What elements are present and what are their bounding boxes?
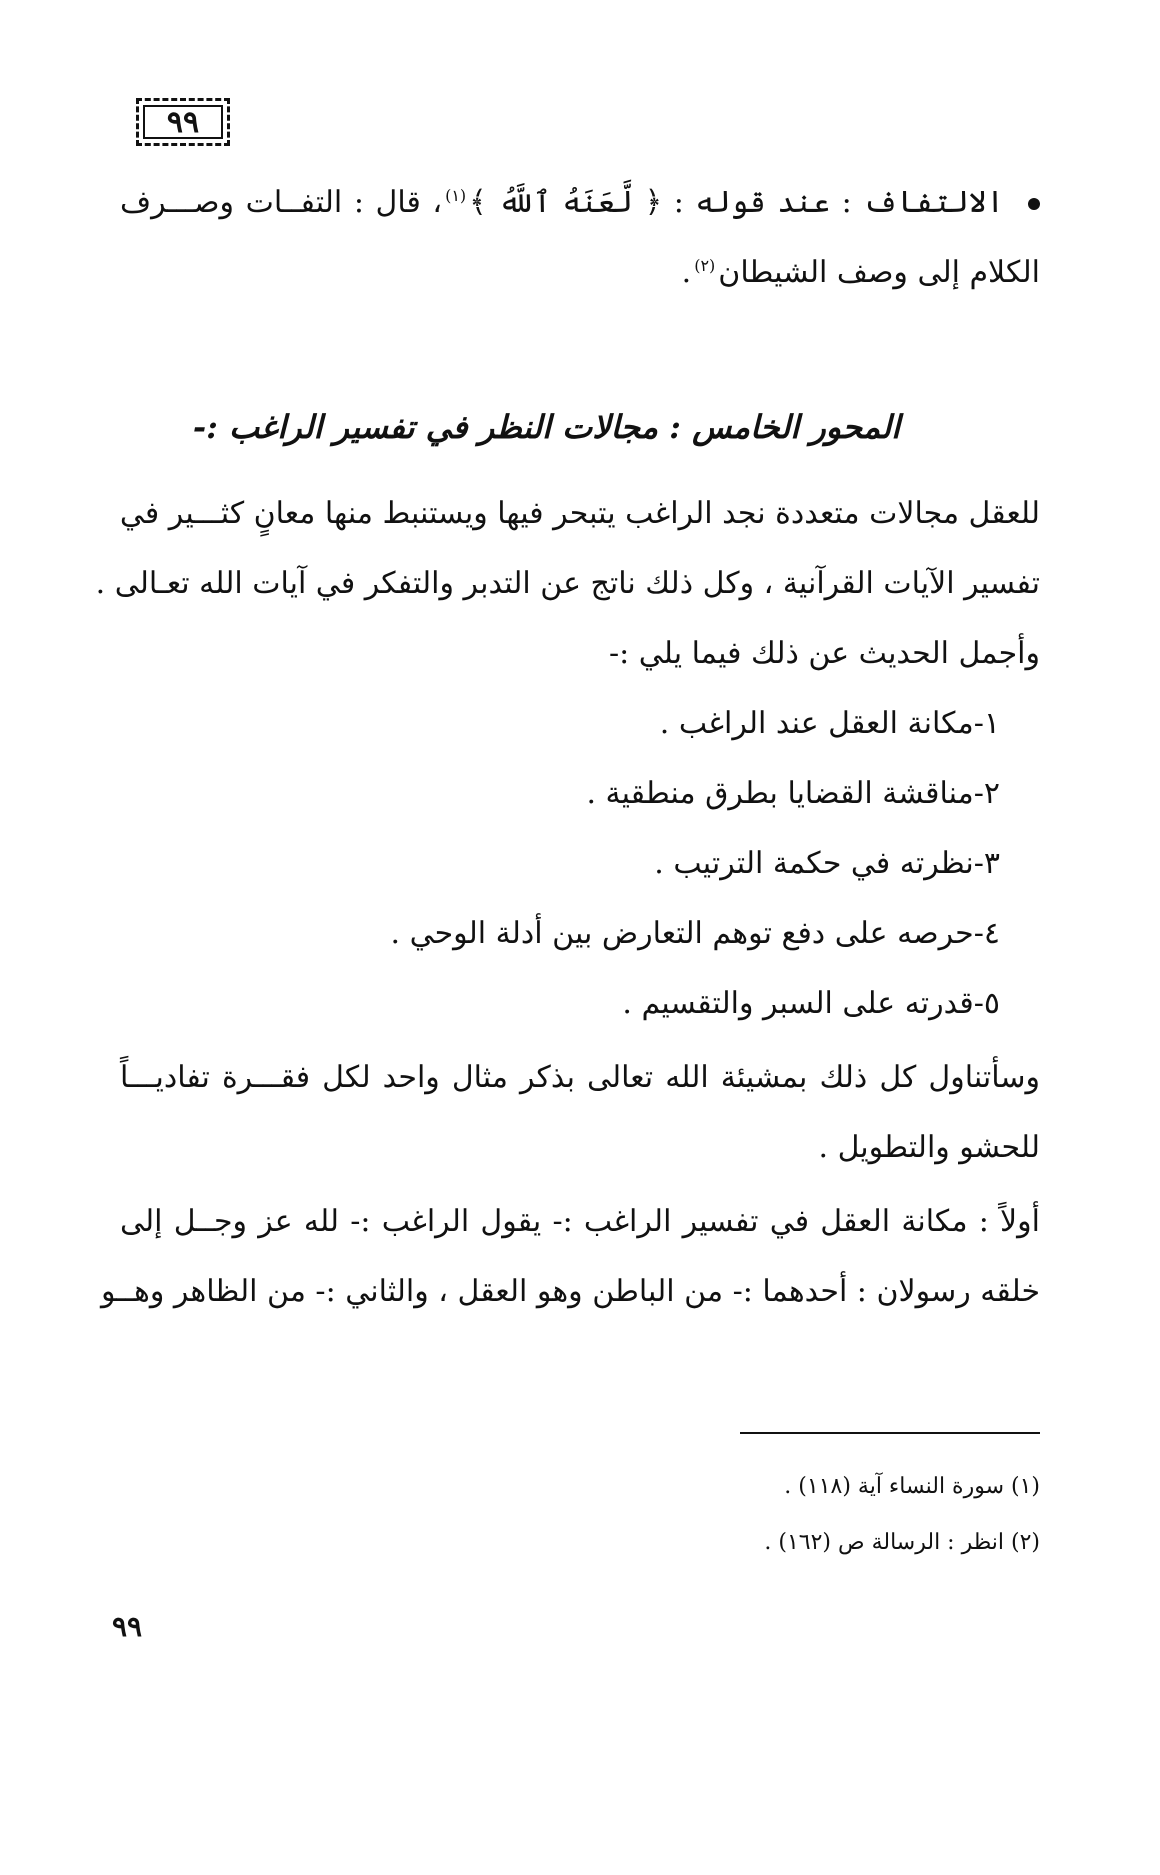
- list-item-1: ١-مكانة العقل عند الراغب .: [659, 706, 1000, 741]
- paragraph1-line-2: تفسير الآيات القرآنية ، وكل ذلك ناتج عن التدبر والتفكر في آيات الله تعـالى .: [95, 566, 1040, 601]
- paragraph3-line-2: خلقه رسولان : أحدهما :- من الباطن وهو العقل ، والثاني :- من الظاهر وهــو: [100, 1274, 1040, 1309]
- intro-text-1b: ، قال : التفــات وصـــرف: [120, 185, 443, 220]
- footnote-divider: [740, 1432, 1040, 1434]
- footnote-2: (٢) انظر : الرسالة ص (١٦٢) .: [764, 1530, 1040, 1555]
- footnote-ref-2: (٢): [694, 256, 716, 275]
- footnote-1: (١) سورة النساء آية (١١٨) .: [784, 1474, 1040, 1499]
- section-heading: المحور الخامس : مجالات النظر في تفسير الراغب :-: [192, 408, 900, 446]
- page-number-top: ٩٩: [166, 104, 200, 140]
- list-item-5: ٥-قدرته على السبر والتقسيم .: [622, 986, 1000, 1021]
- paragraph1-line-1: للعقل مجالات متعددة نجد الراغب يتبحر فيها ويستنبط منها معانٍ كثـــير في: [119, 496, 1040, 531]
- list-item-2: ٢-مناقشة القضايا بطرق منطقية .: [586, 776, 1000, 811]
- list-item-3: ٣-نظرته في حكمة الترتيب .: [654, 846, 1000, 881]
- paragraph1-line-3: وأجمل الحديث عن ذلك فيما يلي :-: [609, 636, 1040, 671]
- intro-line-2: [682, 246, 1040, 293]
- intro-text-1a: الالتفاف : عند قوله :: [673, 185, 1004, 220]
- page-number-bottom: ٩٩: [112, 1610, 143, 1643]
- intro-text-2a: الكلام إلى وصف الشيطان: [718, 255, 1040, 290]
- intro-line-1: [120, 176, 1040, 223]
- paragraph2-line-2: للحشو والتطويل .: [818, 1130, 1040, 1165]
- bullet-icon: [1028, 198, 1040, 210]
- paragraph3-line-1: أولاً : مكانة العقل في تفسير الراغب :- يقول الراغب :- لله عز وجــل إلى: [120, 1204, 1040, 1239]
- list-item-4: ٤-حرصه على دفع توهم التعارض بين أدلة الوحي .: [390, 916, 1000, 951]
- paragraph2-line-1: وسأتناول كل ذلك بمشيئة الله تعالى بذكر مثال واحد لكل فقـــرة تفاديـــاً: [120, 1060, 1040, 1095]
- page-number-box: [136, 98, 230, 146]
- footnote-ref-1: (١): [445, 186, 467, 205]
- intro-text-2b: .: [681, 255, 692, 290]
- quran-verse: ﴿ لَّعَنَهُ ٱللَّهُ ﴾: [469, 185, 663, 220]
